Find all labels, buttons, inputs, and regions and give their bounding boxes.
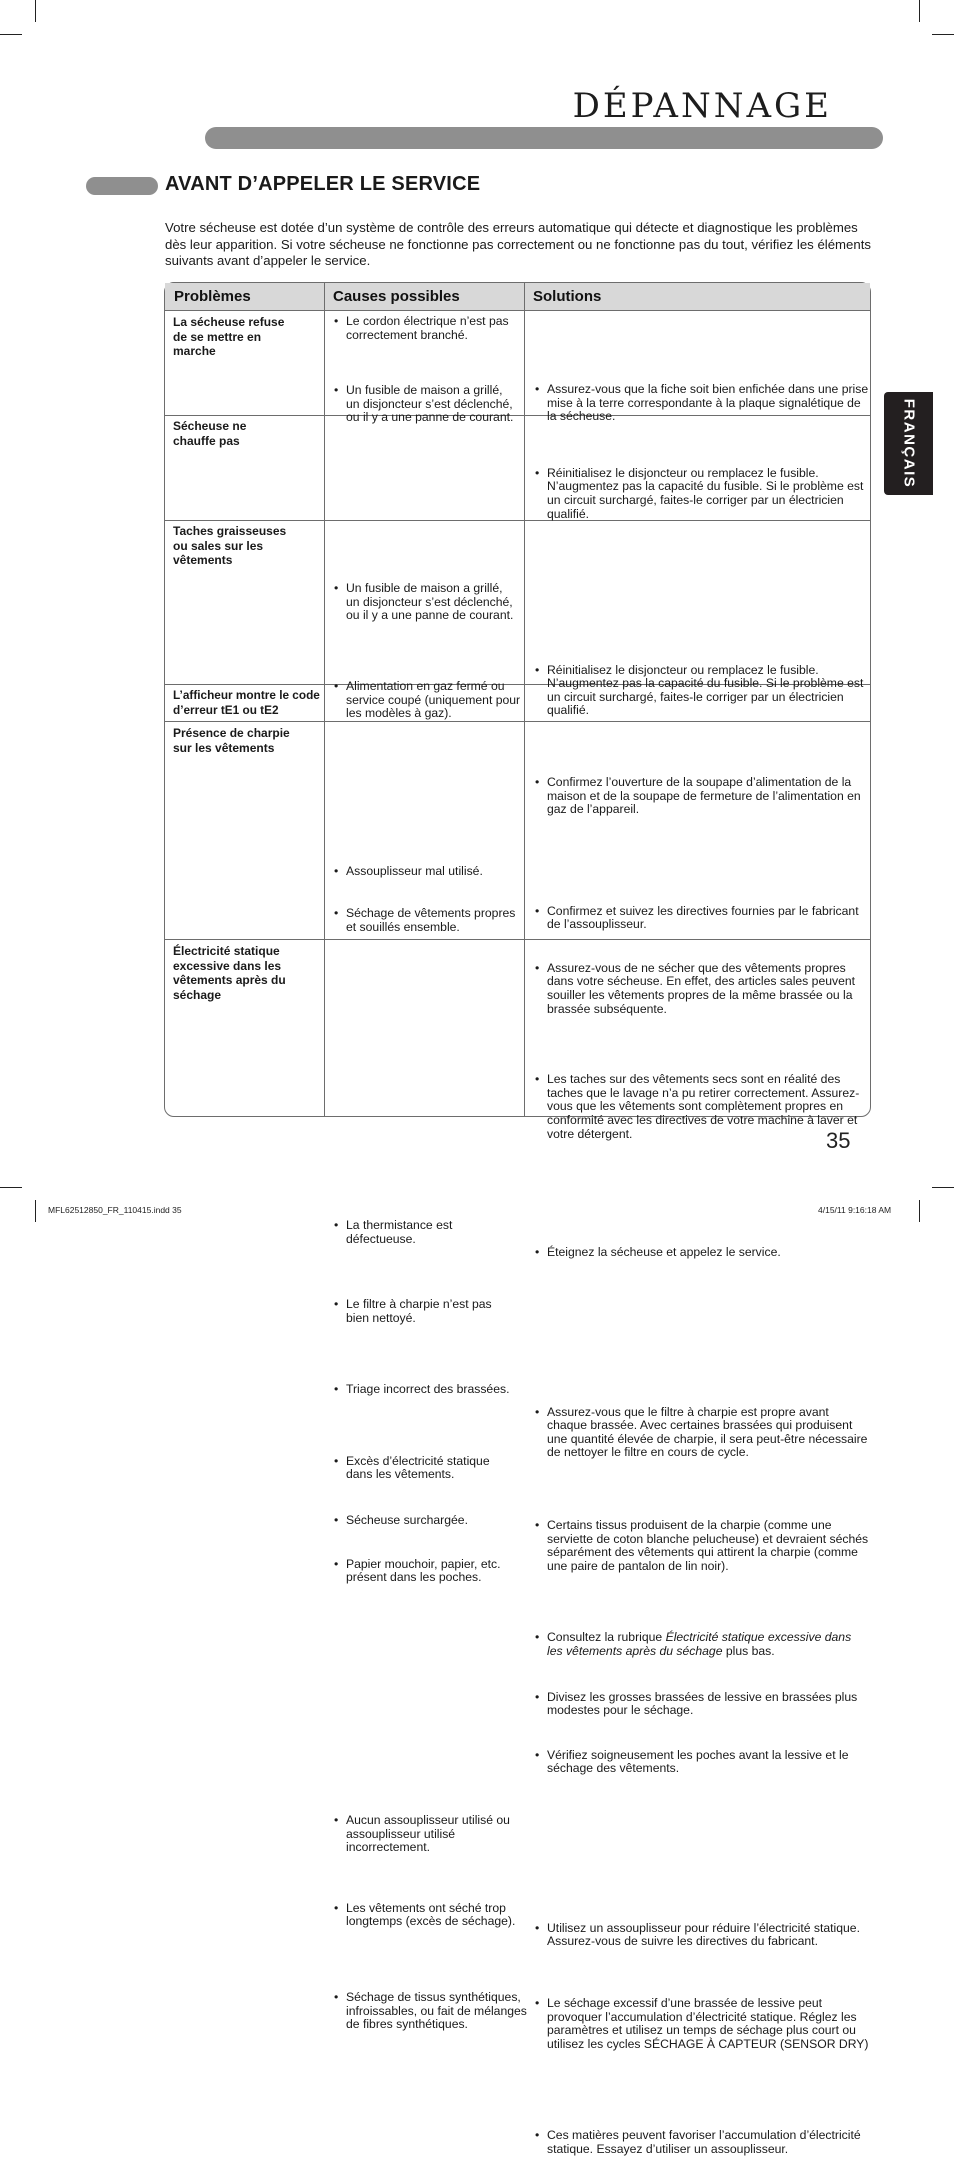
solution-item: • Assurez-vous de ne sécher que des vêtements propres dans votre sécheuse. En effet, des articles sales peuvent souiller les vêtements propres de la même brassée ou la brassée subséquente. bbox=[534, 962, 869, 1016]
cause-item: • Un fusible de maison a grillé, un disjoncteur s’est déclenché, ou il y a une panne de courant. bbox=[333, 384, 518, 425]
cause-item: • Triage incorrect des brassées. bbox=[333, 1383, 518, 1397]
solution-item: • Les taches sur des vêtements secs sont en réalité des taches que le lavage n’a pu retirer correctement. Assurez-vous que les vêtements sont complètement propres en conformité avec les directives de votre machine à laver et votre détergent. bbox=[534, 1073, 869, 1141]
page-title: DÉPANNAGE bbox=[572, 86, 832, 126]
title-bar-decoration bbox=[205, 127, 883, 149]
cause-item: • Les vêtements ont séché trop longtemps (excès de séchage). bbox=[333, 1902, 518, 1929]
cause-item: • Papier mouchoir, papier, etc. présent dans les poches. bbox=[333, 1558, 528, 1585]
problem-cell: Électricité statique excessive dans les vêtements après du séchage bbox=[173, 944, 286, 1002]
solution-item: • Réinitialisez le disjoncteur ou remplacez le fusible. N’augmentez pas la capacité du fusible. Si le problème est un circuit surchargé, faites-le corriger par un électricien qualifié. bbox=[534, 664, 869, 718]
solution-item: • Assurez-vous que la fiche soit bien enfichée dans une prise mise à la terre correspondante à la plaque signalétique de la sécheuse. bbox=[534, 383, 869, 424]
cause-item: • Excès d’électricité statique dans les vêtements. bbox=[333, 1455, 518, 1482]
header-solutions: Solutions bbox=[533, 288, 602, 305]
consult-prefix: Consultez la rubrique bbox=[547, 1630, 666, 1645]
solution-item: • Réinitialisez le disjoncteur ou remplacez le fusible. N’augmentez pas la capacité du fusible. Si le problème est un circuit surchargé, faites-le corriger par un électricien qualifié. bbox=[534, 467, 869, 521]
header-problems: Problèmes bbox=[174, 288, 251, 305]
section-pill-decoration bbox=[86, 177, 158, 195]
consult-suffix: plus bas. bbox=[722, 1644, 775, 1659]
solution-item-consult bbox=[534, 1631, 869, 1658]
row-divider bbox=[165, 939, 870, 940]
language-tab bbox=[884, 392, 933, 495]
intro-paragraph: Votre sécheuse est dotée d’un système de contrôle des erreurs automatique qui détecte et diagnostique les problèmes dès leur apparition. Si votre sécheuse ne fonctionne pas correctement ou ne fonctionne pas du tout, vérifiez les éléments suivants avant d’appeler le service. bbox=[165, 220, 871, 268]
cause-item: • Alimentation en gaz fermé ou service coupé (uniquement pour les modèles à gaz). bbox=[333, 680, 528, 721]
cause-item: • Le filtre à charpie n’est pas bien nettoyé. bbox=[333, 1298, 518, 1325]
crop-mark bbox=[0, 1187, 22, 1188]
footer-file-info: MFL62512850_FR_110415.indd 35 bbox=[48, 1205, 182, 1215]
solution-item: • Certains tissus produisent de la charpie (comme une serviette de coton blanche pelucheuse) et devraient séchés séparément des vêtements qui attirent la charpie (comme une paire de pantalon de lin noir). bbox=[534, 1519, 869, 1573]
solution-item: • Confirmez l’ouverture de la soupape d’alimentation de la maison et de la soupape de fermeture de l’alimentation en gaz de l’appareil. bbox=[534, 776, 869, 817]
cause-item: • La thermistance est défectueuse. bbox=[333, 1219, 518, 1246]
language-tab-label: FRANÇAIS bbox=[900, 398, 917, 489]
crop-mark bbox=[932, 34, 954, 35]
row-divider bbox=[165, 721, 870, 722]
table-header bbox=[165, 283, 870, 311]
problem-cell: Taches graisseuses ou sales sur les vêtements bbox=[173, 524, 287, 567]
cause-item: • Séchage de vêtements propres et souillés ensemble. bbox=[333, 907, 528, 934]
section-title: AVANT D’APPELER LE SERVICE bbox=[165, 173, 481, 195]
consult-link-text: Électricité statique excessive dans les vêtements après du séchage bbox=[547, 1630, 852, 1659]
cause-item: • Le cordon électrique n’est pas correctement branché. bbox=[333, 315, 518, 342]
solution-item: • Assurez-vous que le filtre à charpie est propre avant chaque brassée. Avec certaines brassées qui produisent une quantité élevée de charpie, il sera peut-être nécessaire de nettoyer le filtre en cours de cycle. bbox=[534, 1406, 869, 1460]
crop-mark bbox=[919, 1200, 920, 1222]
cause-item: • Séchage de tissus synthétiques, infroissables, ou fait de mélanges de fibres synthétiques. bbox=[333, 1991, 528, 2032]
crop-mark bbox=[919, 0, 920, 22]
crop-mark bbox=[0, 34, 22, 35]
cause-item: • Un fusible de maison a grillé, un disjoncteur s’est déclenché, ou il y a une panne de courant. bbox=[333, 582, 518, 623]
footer-timestamp: 4/15/11 9:16:18 AM bbox=[818, 1205, 892, 1215]
crop-mark bbox=[35, 1200, 36, 1222]
page-number: 35 bbox=[826, 1128, 851, 1153]
header-causes: Causes possibles bbox=[333, 288, 460, 305]
cause-item: • Assouplisseur mal utilisé. bbox=[333, 865, 526, 879]
problem-cell: Présence de charpie sur les vêtements bbox=[173, 726, 290, 755]
solution-item: • Confirmez et suivez les directives fournies par le fabricant de l’assouplisseur. bbox=[534, 905, 869, 932]
solution-item: • Utilisez un assouplisseur pour réduire l’électricité statique. Assurez-vous de suivre les directives du fabricant. bbox=[534, 1922, 869, 1949]
cause-item: • Aucun assouplisseur utilisé ou assouplisseur utilisé incorrectement. bbox=[333, 1814, 526, 1855]
solution-item: • Le séchage excessif d’une brassée de lessive peut provoquer l’accumulation d’électricité statique. Réglez les paramètres et utilisez un temps de séchage plus court ou utilisez les cycles SÉCHAGE À CAPTEUR (SENSOR DRY) bbox=[534, 1997, 869, 2051]
crop-mark bbox=[932, 1187, 954, 1188]
solution-item: • Ces matières peuvent favoriser l’accumulation d’électricité statique. Essayez d’utiliser un assouplisseur. bbox=[534, 2129, 869, 2156]
problem-cell: La sécheuse refuse de se mettre en marche bbox=[173, 315, 285, 358]
solution-item: • Divisez les grosses brassées de lessive en brassées plus modestes pour le séchage. bbox=[534, 1691, 869, 1718]
cause-item: • Sécheuse surchargée. bbox=[333, 1514, 518, 1528]
solution-item: • Éteignez la sécheuse et appelez le service. bbox=[534, 1246, 869, 1260]
solution-item: • Vérifiez soigneusement les poches avant la lessive et le séchage des vêtements. bbox=[534, 1749, 869, 1776]
problem-cell: L’afficheur montre le code d’erreur tE1 ou tE2 bbox=[173, 688, 320, 717]
problem-cell: Sécheuse ne chauffe pas bbox=[173, 419, 247, 448]
crop-mark bbox=[35, 0, 36, 22]
